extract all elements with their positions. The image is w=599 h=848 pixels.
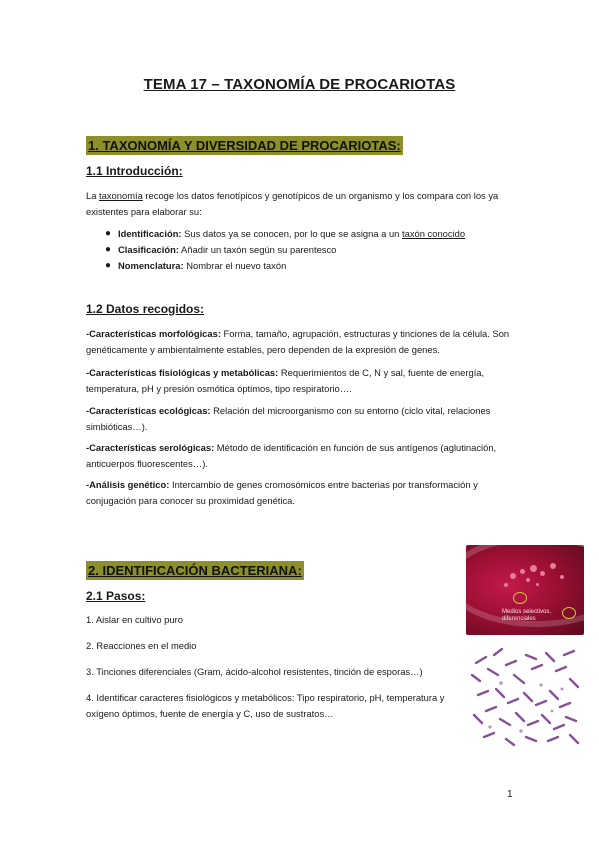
intro-post: recoge los datos fenotípicos y genotípicos de un organismo y los compara con los ya existentes para elaborar su:	[86, 190, 499, 217]
data-text: Relación del microorganismo con su entorno (ciclo vital, relaciones simbióticas…).	[86, 405, 491, 432]
data-paragraph	[86, 403, 526, 435]
colony	[540, 571, 545, 576]
section-2-heading	[86, 561, 304, 580]
document-title: TEMA 17 – TAXONOMÍA DE PROCARIOTAS	[143, 76, 456, 93]
colony	[560, 575, 564, 579]
data-paragraph	[86, 326, 526, 358]
colony	[504, 583, 508, 587]
intro-paragraph	[86, 188, 526, 220]
image-caption: Medios selectivos, diferenciales	[502, 609, 552, 622]
taxon-link[interactable]: taxón conocido	[402, 228, 466, 239]
colony	[520, 569, 525, 574]
colony	[550, 563, 556, 569]
subsection-1-2-heading: 1.2 Datos recogidos:	[86, 302, 205, 316]
data-text: Forma, tamaño, agrupación, estructuras y tinciones de la célula. Son genéticamente y ambientalmente estables, pero dependen de la expresión de genes.	[86, 328, 510, 355]
intro-pre: La	[86, 190, 100, 201]
bullet-text: Añadir un taxón según su parentesco	[178, 244, 337, 255]
section-2-heading-text: 2. IDENTIFICACIÓN BACTERIANA:	[88, 563, 302, 578]
list-item	[86, 226, 526, 242]
colony	[510, 573, 516, 579]
agar-plate-image	[466, 545, 584, 635]
definition-list	[86, 226, 526, 274]
bullet-label: Identificación:	[118, 228, 182, 239]
colony	[530, 565, 537, 572]
section-1-heading	[86, 136, 403, 155]
bullet-text: Sus datos ya se conocen, por lo que se asigna a un	[181, 228, 403, 239]
bullet-icon: ●	[105, 244, 112, 255]
colony	[536, 583, 539, 586]
taxonomia-term: taxonomía	[99, 190, 143, 201]
colony	[526, 578, 530, 582]
gram-stain-micrograph	[466, 645, 584, 750]
data-label: -Características morfológicas:	[86, 328, 221, 339]
data-paragraph	[86, 440, 526, 472]
list-item	[86, 242, 526, 258]
bullet-icon: ●	[105, 260, 112, 271]
step-item: 4. Identificar caracteres fisiológicos y metabólicos: Tipo respiratorio, pH, temperatura y oxígeno óptimos, fuente de energía y C, uso de sustratos…	[86, 692, 445, 719]
page-number: 1	[507, 789, 513, 800]
steps-list	[86, 612, 466, 722]
bullet-text: Nombrar el nuevo taxón	[183, 260, 287, 271]
data-label: -Características fisiológicas y metabólicas:	[86, 367, 279, 378]
data-text: Intercambio de genes cromosómicos entre bacterias por transformación y conjugación para conocer su proximidad genética.	[86, 479, 478, 506]
bacilli-drawing	[466, 645, 584, 750]
data-paragraph	[86, 477, 526, 509]
data-paragraph	[86, 365, 526, 397]
subsection-1-1-heading: 1.1 Introducción:	[86, 164, 183, 178]
section-1-heading-text: 1. TAXONOMÍA Y DIVERSIDAD DE PROCARIOTAS:	[88, 138, 401, 153]
highlight-ring	[513, 592, 527, 604]
data-label: -Características serológicas:	[86, 442, 215, 453]
subsection-2-1-heading: 2.1 Pasos:	[86, 589, 146, 603]
list-item	[86, 258, 526, 274]
data-text: Requerimientos de C, N y sal, fuente de energía, temperatura, pH y presión osmótica óptimos, tipo respiratorio….	[86, 367, 485, 394]
data-text: Método de identificación en función de sus antígenos (aglutinación, anticuerpos fluorescentes…).	[86, 442, 497, 469]
bullet-icon: ●	[105, 228, 112, 239]
bullet-label: Nomenclatura:	[118, 260, 184, 271]
step-item: 2. Reacciones en el medio	[86, 640, 197, 651]
bullet-label: Clasificación:	[118, 244, 179, 255]
step-item: 1. Aislar en cultivo puro	[86, 614, 183, 625]
data-label: -Características ecológicas:	[86, 405, 211, 416]
step-item: 3. Tinciones diferenciales (Gram, ácido-alcohol resistentes, tinción de esporas…)	[86, 666, 423, 677]
data-label: -Análisis genético:	[86, 479, 170, 490]
